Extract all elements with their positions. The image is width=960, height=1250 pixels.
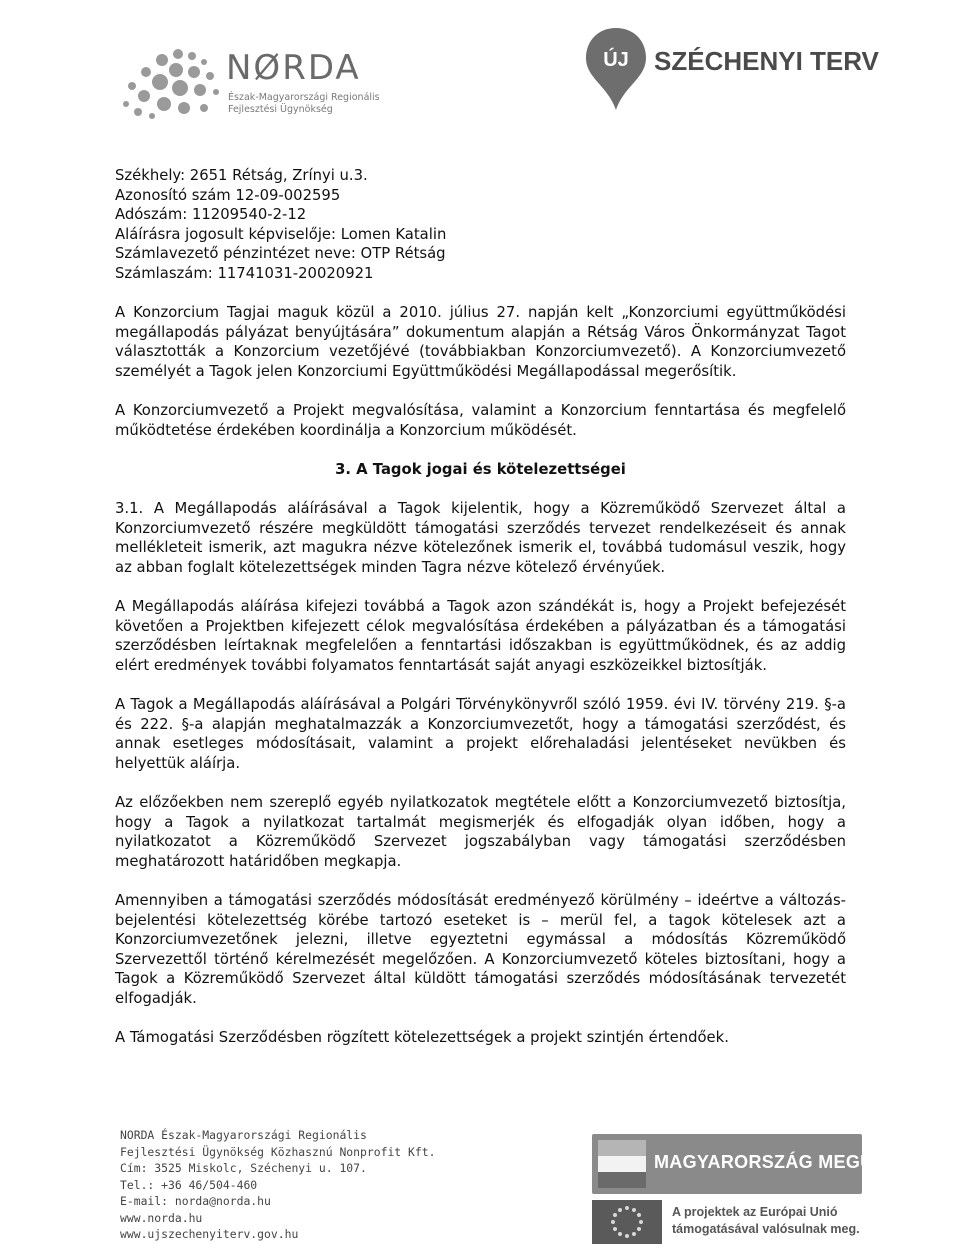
paragraph: A Konzorciumvezető a Projekt megvalósítása, valamint a Konzorcium fenntartása és megfelelő működtetése érdekében koordinálja a Konzorcium működését. xyxy=(115,402,846,439)
footer-org-name-cont: Fejlesztési Ügynökség Közhasznú Nonprofit Kft. xyxy=(120,1144,436,1159)
norda-dots-icon xyxy=(118,46,224,120)
info-line-account: Számlaszám: 11741031-20020921 xyxy=(115,264,374,282)
hungarian-flag-icon xyxy=(598,1140,646,1188)
map-pin-icon xyxy=(584,26,648,112)
paragraph: Az előzőekben nem szereplő egyéb nyilatkozatok megtétele előtt a Konzorciumvezető biztosítja, hogy a Tagok a nyilatkozat tartalmát megismerjék és elfogadják olyan időben, hogy a nyilatkozatot a Közreműködő Szervezet jogszabályban vagy támogatási szerződésben meghatározott határidőben megkapja. xyxy=(115,794,846,870)
eu-support-text xyxy=(672,1204,882,1238)
footer-logos xyxy=(452,1120,909,1246)
norda-subtitle-line: Észak-Magyarországi Regionális xyxy=(228,92,380,103)
info-line-signatory: Aláírásra jogosult képviselője: Lomen Katalin xyxy=(115,225,447,243)
eu-flag-icon xyxy=(592,1200,662,1244)
paragraph: A Megállapodás aláírása kifejezi továbbá a Tagok azon szándékát is, hogy a Projekt befejezését követően a Projektben kifejezett célok megvalósítása érdekében a pályázatban és a támogatási szerződésben leírtaknak megfelelően a fenntartási időszakban is együttműködnek, és az addig elért eredmények további folyamatos fenntartását saját anyagi eszközeikkel biztosítják. xyxy=(115,598,846,674)
footer-address-line: Cím: 3525 Miskolc, Széchenyi u. 107. xyxy=(120,1161,367,1175)
magyarorszag-megujul-label: MAGYARORSZÁG MEGÚJUL xyxy=(654,1152,909,1172)
magyarorszag-megujul-badge xyxy=(592,1134,909,1194)
norda-logo xyxy=(118,44,378,120)
paragraph: A Konzorcium Tagjai maguk közül a 2010. július 27. napján kelt „Konzorciumi együttműködési megállapodás pályázat benyújtására” dokumentum alapján a Rétság Város Önkormányzat Tagot választották a Konzorcium vezetőjévé (továbbiakban Konzorciumvezető). A Konzorciumvezető személyét a Tagok jelen Konzorciumi Együttműködési Megállapodással megerősítik. xyxy=(115,304,846,380)
norda-subtitle-line: Fejlesztési Ügynökség xyxy=(228,104,333,115)
norda-subtitle xyxy=(228,92,388,116)
szechenyi-terv-logo xyxy=(584,26,904,116)
info-line-id: Azonosító szám 12-09-002595 xyxy=(115,186,341,204)
norda-name: NØRDA xyxy=(226,48,361,88)
footer-phone: Tel.: +36 46/504-460 xyxy=(120,1177,258,1192)
eu-support-line: A projektek az Európai Unió xyxy=(672,1205,838,1219)
paragraph: A Tagok a Megállapodás aláírásával a Polgári Törvénykönyvről szóló 1959. évi IV. törvény 219. §-a és 222. §-a alapján meghatalmazzák a Konzorciumvezetőt, hogy a támogatási szerződést, és annak esetleges módosításait, valamint a projekt előrehaladási jelentéseket nevükben és helyettük aláírja. xyxy=(115,696,846,772)
eu-support-line: támogatásával valósulnak meg. xyxy=(672,1222,860,1236)
uj-label: ÚJ xyxy=(603,49,629,71)
paragraph: 3.1. A Megállapodás aláírásával a Tagok kijelentik, hogy a Közreműködő Szervezet által a Konzorciumvezető részére megküldött támogatási szerződés tervezet rendelkezéseit és annak mellékleteit ismerik, azt magukra nézve kötelezőnek ismerik el, továbbá tudomásul veszik, hogy az abban foglalt kötelezettségek minden Tagra nézve kötelező érvényűek. xyxy=(115,500,846,576)
paragraph: A Támogatási Szerződésben rögzített kötelezettségek a projekt szintjén értendőek. xyxy=(115,1029,729,1047)
info-line-tax: Adószám: 11209540-2-12 xyxy=(115,206,307,224)
footer-website-2[interactable]: www.ujszechenyiterv.gov.hu xyxy=(120,1227,299,1241)
footer-address xyxy=(120,1127,440,1243)
info-line-bank: Számlavezető pénzintézet neve: OTP Rétság xyxy=(115,245,446,263)
szechenyi-terv-label: SZÉCHENYI TERV xyxy=(654,46,879,76)
footer-email[interactable]: E-mail: norda@norda.hu xyxy=(120,1194,271,1208)
paragraph: Amennyiben a támogatási szerződés módosítását eredményező körülmény – ideértve a változás-bejelentési kötelezettség körébe tartozó eseteket is – merül fel, a tagok kötelesek azt a Konzorciumvezetőnek jelezni, illetve egyeztetni egymással a módosítás Közreműködő Szervezettől történő kérelmezését megelőzően. A Konzorciumvezető köteles biztosítani, hogy a Tagok a Közreműködő Szervezet által küldött támogatási szerződés módosításának tervezetét elfogadják. xyxy=(115,891,846,1007)
section-title: 3. A Tagok jogai és kötelezettségei xyxy=(335,460,626,478)
document-body xyxy=(115,166,846,1048)
info-line-seat: Székhely: 2651 Rétság, Zrínyi u.3. xyxy=(115,167,368,184)
footer-org-name: NORDA Észak-Magyarországi Regionális xyxy=(120,1128,367,1142)
footer-website[interactable]: www.norda.hu xyxy=(120,1210,203,1225)
